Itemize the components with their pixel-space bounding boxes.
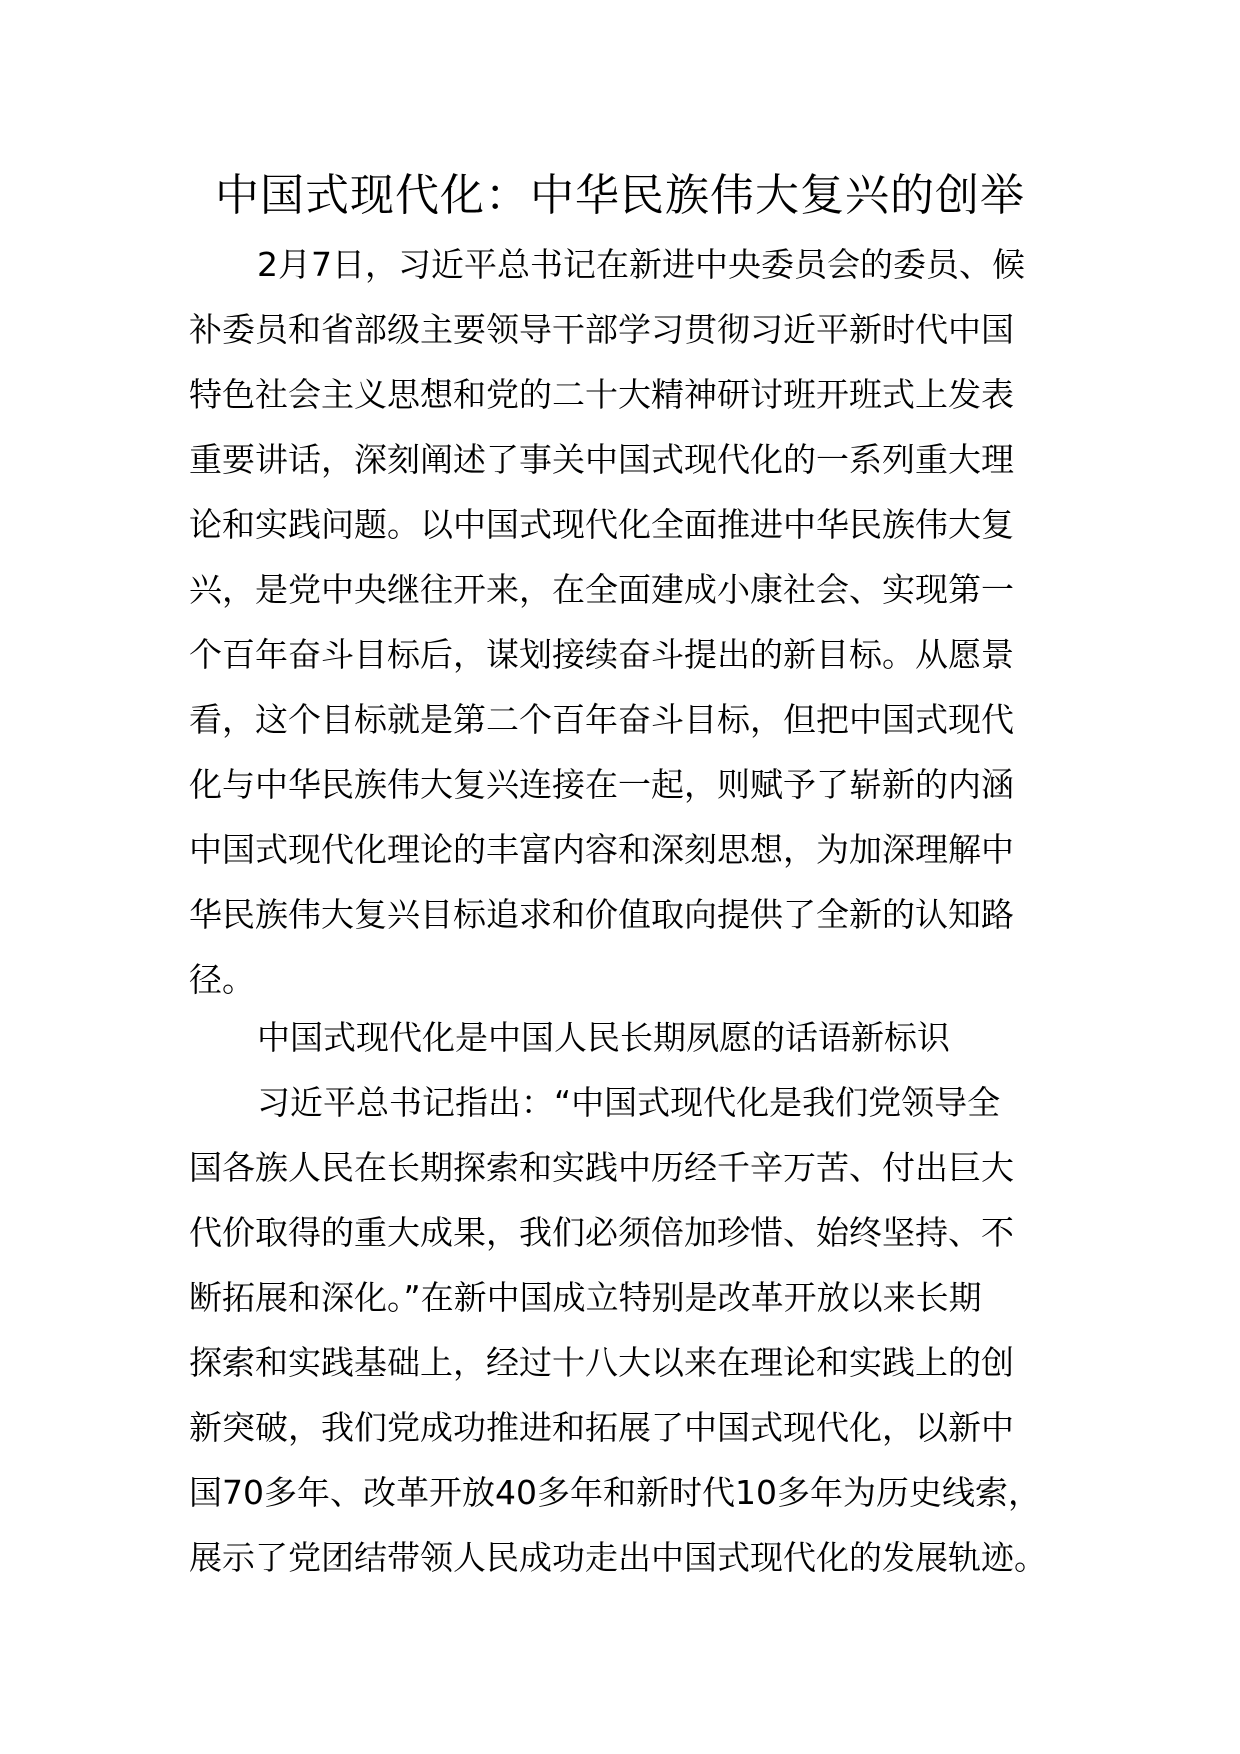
paragraph-line: 展示了党团结带领人民成功走出中国式现代化的发展轨迹。 (189, 1538, 1047, 1577)
paragraph-line: 补委员和省部级主要领导干部学习贯彻习近平新时代中国 (189, 310, 1014, 349)
paragraph-line: 中国式现代化理论的丰富内容和深刻思想，为加深理解中 (189, 830, 1014, 869)
paragraph-line: 探索和实践基础上，经过十八大以来在理论和实践上的创 (189, 1343, 1014, 1382)
paragraph-line: 重要讲话，深刻阐述了事关中国式现代化的一系列重大理 (189, 440, 1014, 479)
paragraph-line: 看，这个目标就是第二个百年奋斗目标，但把中国式现代 (189, 700, 1014, 739)
paragraph-line: 特色社会主义思想和党的二十大精神研讨班开班式上发表 (189, 375, 1014, 414)
paragraph-line: 2月7日，习近平总书记在新进中央委员会的委员、候 (257, 245, 1025, 284)
paragraph-line: 代价取得的重大成果，我们必须倍加珍惜、始终坚持、不 (189, 1213, 1014, 1252)
paragraph-line: 新突破，我们党成功推进和拓展了中国式现代化，以新中 (189, 1408, 1014, 1447)
paragraph-line: 国各族人民在长期探索和实践中历经千辛万苦、付出巨大 (189, 1148, 1014, 1187)
paragraph-line: 兴，是党中央继往开来，在全面建成小康社会、实现第一 (189, 570, 1014, 609)
paragraph-line: 习近平总书记指出：“中国式现代化是我们党领导全 (257, 1083, 1001, 1122)
paragraph-1 (189, 232, 1079, 1012)
document-title: 中国式现代化：中华民族伟大复兴的创举 (215, 170, 1025, 221)
paragraph-line: 华民族伟大复兴目标追求和价值取向提供了全新的认知路 (189, 895, 1014, 934)
paragraph-line: 化与中华民族伟大复兴连接在一起，则赋予了崭新的内涵 (189, 765, 1014, 804)
paragraph-line: 个百年奋斗目标后，谋划接续奋斗提出的新目标。从愿景 (189, 635, 1014, 674)
paragraph-line: 径。 (189, 960, 255, 999)
paragraph-2 (189, 1070, 1079, 1590)
paragraph-line: 国70多年、改革开放40多年和新时代10多年为历史线索， (189, 1473, 1041, 1512)
paragraph-line: 论和实践问题。以中国式现代化全面推进中华民族伟大复 (189, 505, 1014, 544)
section-subheading (189, 1005, 1079, 1070)
subheading-text: 中国式现代化是中国人民长期夙愿的话语新标识 (257, 1018, 950, 1057)
paragraph-line: 断拓展和深化。”在新中国成立特别是改革开放以来长期 (189, 1278, 982, 1317)
